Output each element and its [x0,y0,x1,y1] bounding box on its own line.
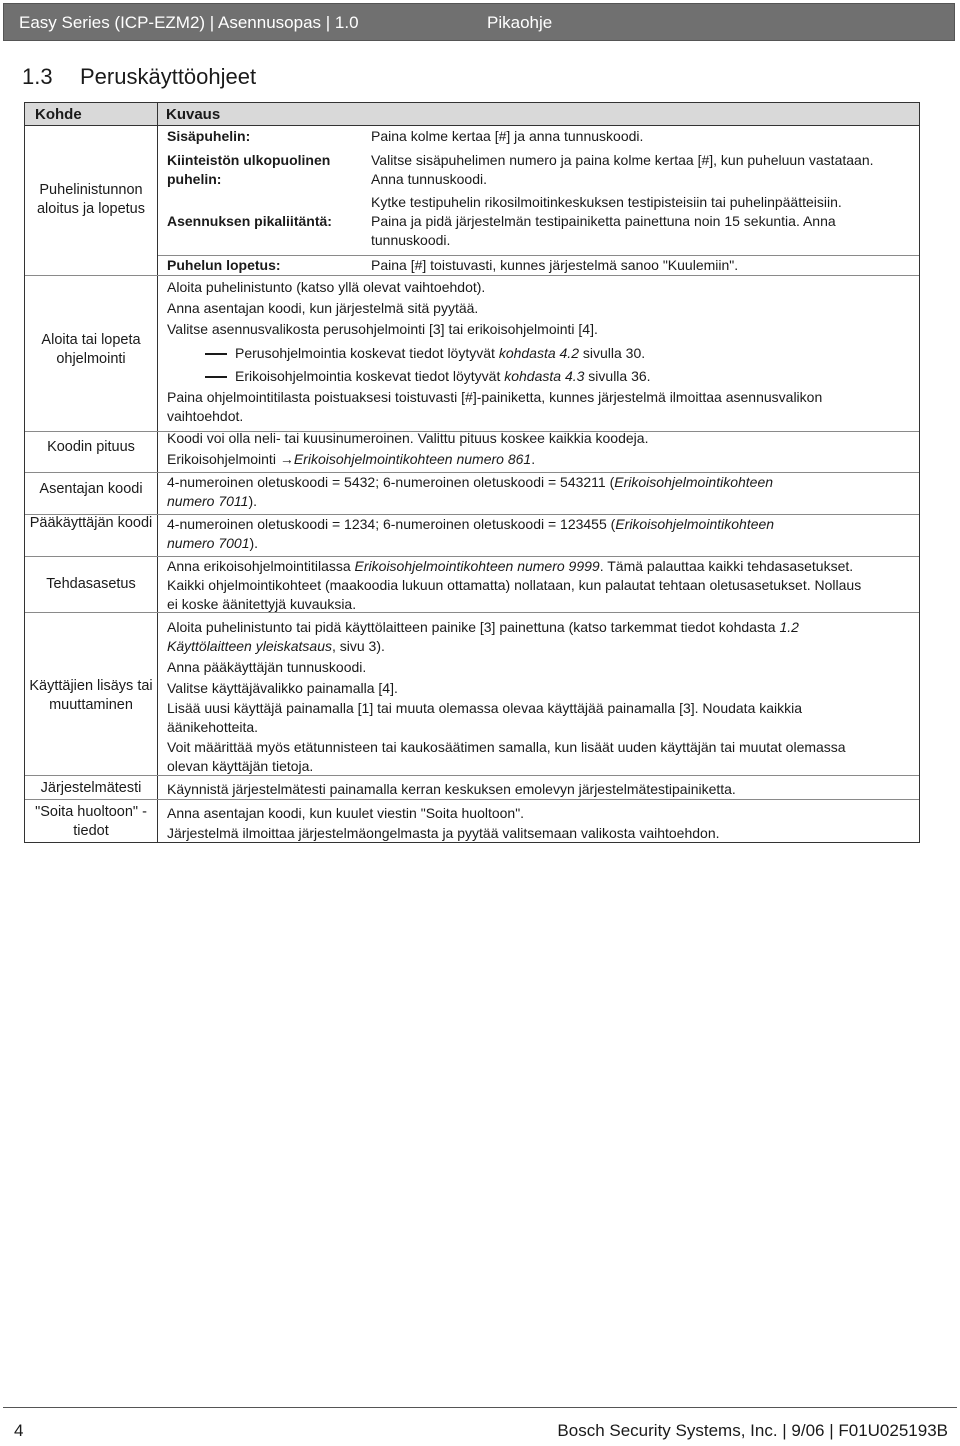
installer-code-text: 4-numeroinen oletuskoodi = 5432; 6-numeroinen oletuskoodi = 543211 (Erikoisohjelmointikohteen [167,474,774,490]
bullet-dash-icon [205,376,227,378]
programming-exit-1: Paina ohjelmointitilasta poistuaksesi toistuvasti [#]-painiketta, kunnes järjestelmä ilmoittaa asennusvalikon [167,389,823,405]
row-divider [25,799,919,800]
master-code-text: 4-numeroinen oletuskoodi = 1234; 6-numeroinen oletuskoodi = 123455 (Erikoisohjelmointikohteen [167,516,775,532]
bullet-dash-icon [205,353,227,355]
service-text-2: Järjestelmä ilmoittaa järjestelmäongelmasta ja pyytää valitsemaan valikosta vaihtoehdon. [167,825,720,841]
users-step-2: Anna pääkäyttäjän tunnuskoodi. [167,659,367,675]
topic-code-length: Koodin pituus [47,439,135,455]
column-header-description: Kuvaus [166,106,221,123]
users-step-5: Voit määrittää myös etätunnisteen tai kaukosäätimen samalla, kun lisäät uuden käyttäjän tai muutat olemassa [167,739,846,755]
service-text-1: Anna asentajan koodi, kun kuulet viestin "Soita huoltoon". [167,805,525,821]
users-step-4: Lisää uusi käyttäjä painamalla [1] tai muuta olemassa olevaa käyttäjää painamalla [3]. Noudata kaikkia [167,700,803,716]
page-number: 4 [14,1421,24,1440]
column-header-topic: Kohde [35,106,82,123]
factory-default-text-2: Kaikki ohjelmointikohteet (maakoodia lukuun ottamatta) nollataan, kun palautat tehtaan oletusasetukset. Nollaus [167,577,862,593]
topic-service-info: "Soita huoltoon" -tiedot [35,804,147,839]
topic-installer-code: Asentajan koodi [39,481,143,497]
factory-default-text-3: ei koske äänitettyjä kuvauksia. [167,596,357,612]
label-internal-phone: Sisäpuhelin: [167,128,251,144]
factory-default-text-1: Anna erikoisohjelmointitilassa Erikoisohjelmointikohteen numero 9999. Tämä palauttaa kaikki tehdasasetukset. [167,558,854,574]
users-step-5b: olevan käyttäjän tietoja. [167,758,314,774]
programming-step-3: Valitse asennusvalikosta perusohjelmointi [3] tai erikoisohjelmointi [4]. [167,321,598,337]
text-end-call: Paina [#] toistuvasti, kunnes järjestelmä sanoo "Kuulemiin". [371,257,739,273]
section-title: Peruskäyttöohjeet [80,64,257,89]
topic-users: Käyttäjien lisäys tai muuttaminen [29,678,153,713]
footer-publisher: Bosch Security Systems, Inc. | 9/06 | F01U025193B [557,1421,948,1440]
users-step-1b: Käyttölaitteen yleiskatsaus, sivu 3). [167,638,385,654]
instructions-table [24,102,920,843]
table-header-row [25,103,919,126]
section-number: 1.3 [22,64,53,89]
programming-exit-2: vaihtoehdot. [167,408,244,424]
master-code-text-2: numero 7001). [167,535,259,551]
topic-programming: Aloita tai lopeta ohjelmointi [41,332,141,367]
running-header [3,3,955,41]
topic-call-session: Puhelinistunnon aloitus ja lopetus [36,182,145,217]
text-quick-connect-2: Paina ja pidä järjestelmän testipainiketta painettuna noin 15 sekuntia. Anna [371,213,836,229]
users-step-4b: äänikehotteita. [167,719,259,735]
footer-divider [3,1407,957,1408]
row-divider [25,612,919,613]
programming-bullet-advanced: Erikoisohjelmointia koskevat tiedot löytyvät kohdasta 4.3 sivulla 36. [235,368,651,384]
section-heading [22,64,256,90]
programming-bullet-basic: Perusohjelmointia koskevat tiedot löytyvät kohdasta 4.2 sivulla 30. [235,345,646,361]
header-title: Easy Series (ICP-EZM2) | Asennusopas | 1.0 [19,13,359,32]
system-test-text: Käynnistä järjestelmätesti painamalla kerran keskuksen emolevyn järjestelmätestipainiketta. [167,781,736,797]
code-length-text: Koodi voi olla neli- tai kuusinumeroinen. Valittu pituus koskee kaikkia koodeja. [167,430,649,446]
topic-master-code: Pääkäyttäjän koodi [29,515,153,531]
text-internal-phone: Paina kolme kertaa [#] ja anna tunnuskoodi. [371,128,644,144]
label-end-call: Puhelun lopetus: [167,257,281,273]
text-external-phone-2: Anna tunnuskoodi. [371,171,487,187]
text-external-phone: Valitse sisäpuhelimen numero ja paina kolme kertaa [#], kun puheluun vastataan. [371,152,874,168]
row-divider [25,775,919,776]
label-quick-connect: Asennuksen pikaliitäntä: [167,213,332,229]
label-external-phone-2: puhelin: [167,171,222,187]
code-length-ref: Erikoisohjelmointi →Erikoisohjelmointikohteen numero 861. [167,451,536,467]
label-external-phone: Kiinteistön ulkopuolinen [167,152,331,168]
users-step-1: Aloita puhelinistunto tai pidä käyttölaitteen painike [3] painettuna (katso tarkemmat tiedot kohdasta 1.2 [167,619,799,635]
header-section-label: Pikaohje [487,13,553,32]
users-step-3: Valitse käyttäjävalikko painamalla [4]. [167,680,398,696]
row-divider [25,275,919,276]
installer-code-text-2: numero 7011). [167,493,258,509]
text-quick-connect-3: tunnuskoodi. [371,232,451,248]
programming-step-1: Aloita puhelinistunto (katso yllä olevat vaihtoehdot). [167,279,486,295]
topic-system-test: Järjestelmätesti [40,780,142,796]
topic-factory-default: Tehdasasetus [46,576,136,592]
programming-step-2: Anna asentajan koodi, kun järjestelmä sitä pyytää. [167,300,479,316]
text-quick-connect: Kytke testipuhelin rikosilmoitinkeskuksen testipisteisiin tai puhelinpäätteisiin. [371,194,842,210]
arrow-right-icon: → [279,451,294,467]
